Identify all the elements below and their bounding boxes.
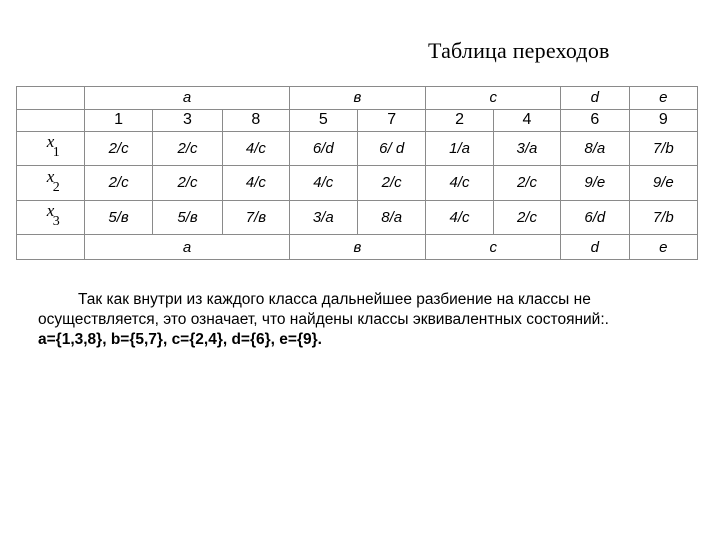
table-cell: 3/a — [289, 200, 357, 235]
state-header: 5 — [289, 109, 357, 132]
table-row — [17, 200, 698, 235]
state-header: 9 — [629, 109, 697, 132]
class-header-e: e — [629, 87, 697, 110]
table-cell: 2/c — [85, 165, 152, 200]
table-row — [17, 132, 698, 166]
row-label-x3: x 3 — [17, 200, 85, 235]
table-cell: 5/в — [152, 200, 222, 235]
corner-cell — [17, 109, 85, 132]
page-title: Таблица переходов — [428, 38, 610, 63]
row-label-x1: x 1 — [17, 132, 85, 166]
table-cell: 6/d — [561, 200, 629, 235]
state-header: 7 — [357, 109, 425, 132]
table-cell: 4/c — [426, 165, 493, 200]
table-cell: 4/c — [289, 165, 357, 200]
equivalence-classes: a={1,3,8}, b={5,7}, c={2,4}, d={6}, e={9}. — [38, 331, 322, 348]
state-header-row — [17, 109, 698, 132]
table-cell: 7/b — [629, 200, 697, 235]
class-footer-d: d — [561, 235, 629, 260]
state-header: 4 — [493, 109, 560, 132]
table-cell: 3/a — [493, 132, 560, 166]
table-cell: 2/c — [357, 165, 425, 200]
table-cell: 1/a — [426, 132, 493, 166]
table-cell: 2/c — [493, 200, 560, 235]
paragraph-line: Так как внутри из каждого класса дальнейшее разбиение на классы не — [78, 291, 591, 308]
class-footer-b: в — [289, 235, 426, 260]
class-footer-row — [17, 235, 698, 260]
table-cell: 9/e — [561, 165, 629, 200]
paragraph-line: осуществляется, это означает, что найдены классы эквивалентных состояний:. — [38, 311, 609, 328]
conclusion-paragraph — [38, 290, 698, 350]
class-footer-a: a — [85, 235, 289, 260]
class-header-a: a — [85, 87, 289, 110]
class-footer-c: c — [426, 235, 561, 260]
table-cell: 5/в — [85, 200, 152, 235]
state-header: 2 — [426, 109, 493, 132]
state-header: 1 — [85, 109, 152, 132]
table-cell: 2/c — [152, 165, 222, 200]
table-cell: 8/a — [561, 132, 629, 166]
table-cell: 2/c — [85, 132, 152, 166]
class-header-row — [17, 87, 698, 110]
table-cell: 6/ d — [357, 132, 425, 166]
table-row — [17, 165, 698, 200]
corner-cell — [17, 235, 85, 260]
table-cell: 7/b — [629, 132, 697, 166]
state-header: 3 — [152, 109, 222, 132]
table-cell: 7/в — [223, 200, 289, 235]
table-cell: 4/c — [223, 165, 289, 200]
row-label-x2: x 2 — [17, 165, 85, 200]
table-cell: 8/a — [357, 200, 425, 235]
table-cell: 9/e — [629, 165, 697, 200]
class-footer-e: e — [629, 235, 697, 260]
table-cell: 2/c — [493, 165, 560, 200]
table-cell: 2/c — [152, 132, 222, 166]
class-header-c: c — [426, 87, 561, 110]
class-header-b: в — [289, 87, 426, 110]
state-header: 6 — [561, 109, 629, 132]
state-header: 8 — [223, 109, 289, 132]
table-cell: 4/c — [223, 132, 289, 166]
table-cell: 6/d — [289, 132, 357, 166]
transition-table — [16, 86, 698, 260]
corner-cell — [17, 87, 85, 110]
class-header-d: d — [561, 87, 629, 110]
table-cell: 4/c — [426, 200, 493, 235]
